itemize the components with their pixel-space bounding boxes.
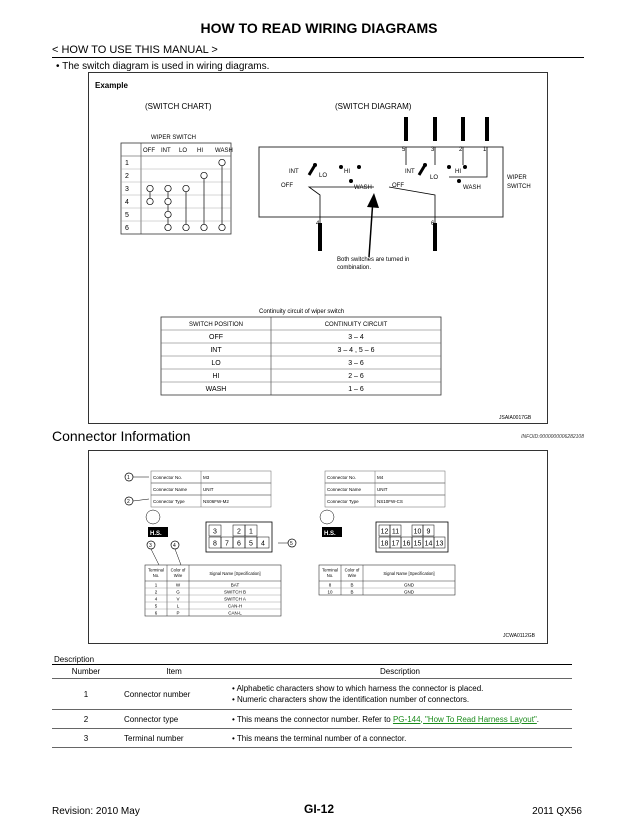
svg-text:Terminal: Terminal xyxy=(148,567,164,573)
continuity-position: OFF xyxy=(209,334,223,341)
terminal-cell: 1 xyxy=(154,582,158,588)
pin-number: 6 xyxy=(237,540,241,548)
chart-row-label: 2 xyxy=(125,173,129,180)
wiper-switch-caption: WIPER SWITCH xyxy=(151,135,196,141)
chart-row-label: 3 xyxy=(125,186,129,193)
switch-diagram-title: (SWITCH DIAGRAM) xyxy=(335,102,412,111)
switch-diagram xyxy=(259,117,531,271)
continuity-position: INT xyxy=(210,347,222,354)
chart-column-label: INT xyxy=(161,148,171,154)
svg-text:WASH: WASH xyxy=(463,185,481,191)
svg-text:2: 2 xyxy=(459,147,463,153)
svg-text:HI: HI xyxy=(455,169,461,175)
switch-chart xyxy=(121,143,233,234)
continuity-circuit: 3 – 4 , 5 – 6 xyxy=(337,347,375,354)
switch-chart-title: (SWITCH CHART) xyxy=(145,102,212,111)
switch-example-diagram xyxy=(89,73,547,423)
example-label: Example xyxy=(95,81,128,90)
footer-page-number: GI-12 xyxy=(303,802,334,816)
connector-label: Connector No. xyxy=(327,475,357,480)
chart-connection-dot xyxy=(219,159,225,165)
terminal-cell: 5 xyxy=(154,603,158,609)
pin-number: 3 xyxy=(213,528,217,536)
chart-connection-dot xyxy=(201,224,207,230)
terminal-cell: 8 xyxy=(328,582,332,588)
continuity-position: WASH xyxy=(205,386,227,393)
svg-text:SWITCH: SWITCH xyxy=(507,184,531,190)
chart-connection-dot xyxy=(201,172,207,178)
svg-text:Signal Name [Specification]: Signal Name [Specification] xyxy=(209,571,261,576)
connector-info-heading: Connector Information xyxy=(52,428,191,444)
svg-text:OFF: OFF xyxy=(392,183,404,189)
pin-number: 18 xyxy=(380,540,389,548)
chart-connection-dot xyxy=(147,198,153,204)
svg-text:HI: HI xyxy=(344,169,350,175)
pin-number: 4 xyxy=(261,540,265,548)
svg-text:6: 6 xyxy=(431,221,435,227)
chart-connection-dot xyxy=(183,185,189,191)
svg-text:Terminal: Terminal xyxy=(322,567,338,573)
chart-row-label: 6 xyxy=(125,225,129,232)
pin-number: 10 xyxy=(413,528,422,536)
chart-connection-dot xyxy=(165,224,171,230)
terminal-cell: 2 xyxy=(154,589,158,595)
chart-connection-dot xyxy=(219,224,225,230)
svg-text:3: 3 xyxy=(149,543,152,549)
terminal-cell: B xyxy=(350,582,354,588)
svg-text:1: 1 xyxy=(483,147,487,153)
table-row: 2 Connector type • This means the connector number. Refer to PG-144, "How To Read Harness Layout". xyxy=(52,710,572,729)
chart-column-label: WASH xyxy=(215,148,233,154)
svg-text:OFF: OFF xyxy=(281,183,293,189)
connector-figure-id: JCWA0112GB xyxy=(503,633,535,639)
example-figure-id: JSAIA0017GB xyxy=(499,415,532,421)
page-title: HOW TO READ WIRING DIAGRAMS xyxy=(200,20,438,36)
pin-number: 1 xyxy=(249,528,253,536)
chart-row-label: 5 xyxy=(125,212,129,219)
chart-column-label: OFF xyxy=(143,148,155,154)
continuity-circuit: 3 – 4 xyxy=(348,334,364,341)
connector-m4 xyxy=(319,471,455,595)
hand-icon xyxy=(146,510,160,524)
chart-row-label: 4 xyxy=(125,199,129,206)
example-figure xyxy=(88,72,548,424)
svg-text:No.: No. xyxy=(326,573,334,578)
continuity-circuit: 2 – 6 xyxy=(348,373,364,380)
svg-text:5: 5 xyxy=(402,147,406,153)
chart-column-label: HI xyxy=(197,148,203,154)
hand-icon xyxy=(320,510,334,524)
table-row: 1 Connector number • Alphabetic characters show to which harness the connector is placed. • Numeric characters show the identification number of connectors. xyxy=(52,679,572,710)
svg-text:H.S.: H.S. xyxy=(324,531,336,537)
pin-number: 17 xyxy=(391,540,400,548)
svg-text:WASH: WASH xyxy=(354,185,372,191)
breadcrumb[interactable]: < HOW TO USE THIS MANUAL > xyxy=(52,44,218,56)
connector-m3 xyxy=(145,471,281,616)
continuity-position: LO xyxy=(211,360,221,367)
connector-label: Connector Name xyxy=(153,487,188,492)
svg-text:Wire: Wire xyxy=(173,573,183,578)
svg-text:Wire: Wire xyxy=(347,573,357,578)
svg-text:No.: No. xyxy=(152,573,160,578)
continuity-position: HI xyxy=(212,373,220,380)
connector-diagram xyxy=(89,451,547,643)
connector-value: M3 xyxy=(203,475,210,480)
svg-text:5: 5 xyxy=(290,541,293,547)
connector-label: Connector Type xyxy=(153,499,185,504)
info-id: INFOID:0000000006282108 xyxy=(521,434,584,440)
chart-column-label: LO xyxy=(179,148,188,154)
terminal-cell: V xyxy=(176,596,180,602)
svg-text:4: 4 xyxy=(316,221,320,227)
svg-text:INT: INT xyxy=(405,169,415,175)
chart-connection-dot xyxy=(165,198,171,204)
pin-number: 14 xyxy=(424,540,433,548)
connector-label: Connector Type xyxy=(327,499,359,504)
svg-text:Color of: Color of xyxy=(170,567,186,573)
footer-revision: Revision: 2010 May xyxy=(52,806,140,817)
terminal-cell: 10 xyxy=(327,589,333,595)
connector-value: NS06FW-M2 xyxy=(203,499,229,504)
svg-text:LO: LO xyxy=(430,175,439,181)
terminal-cell: L xyxy=(176,603,180,609)
terminal-cell: G xyxy=(176,589,180,595)
continuity-circuit: 1 – 6 xyxy=(348,386,364,393)
connector-value: M4 xyxy=(377,475,384,480)
svg-text:3: 3 xyxy=(431,147,435,153)
connector-figure xyxy=(88,450,548,644)
terminal-cell: CAN-H xyxy=(227,603,243,609)
terminal-cell: GND xyxy=(404,582,414,588)
connector-value: UNIT xyxy=(377,487,388,492)
description-label: Description xyxy=(54,655,95,664)
pin-number: 2 xyxy=(237,528,241,536)
chart-connection-dot xyxy=(165,211,171,217)
terminal-cell: BAT xyxy=(230,582,240,588)
header-divider xyxy=(52,57,584,58)
pin-number: 12 xyxy=(380,528,389,536)
terminal-cell: W xyxy=(175,582,181,588)
chart-connection-dot xyxy=(147,185,153,191)
pin-number: 8 xyxy=(213,540,217,548)
pin-number: 16 xyxy=(402,540,411,548)
pin-number: 9 xyxy=(426,528,431,536)
connector-value: UNIT xyxy=(203,487,214,492)
svg-text:CONTINUITY CIRCUIT: CONTINUITY CIRCUIT xyxy=(324,322,388,328)
svg-text:2: 2 xyxy=(127,499,130,505)
chart-connection-dot xyxy=(165,185,171,191)
svg-text:WIPER: WIPER xyxy=(507,175,527,181)
terminal-cell: SWITCH A xyxy=(224,596,246,602)
intro-bullet: • The switch diagram is used in wiring diagrams. xyxy=(56,61,270,72)
diagram-note-1: Both switches are turned in xyxy=(337,257,410,263)
terminal-cell: SWITCH B xyxy=(224,589,246,595)
terminal-cell: CAN-L xyxy=(228,610,242,616)
terminal-cell: P xyxy=(176,610,180,616)
description-table: Number Item Description 1 Connector number • Alphabetic characters show to which harness the connector is placed. • Numeric characters show the identification number of connectors. 2 Connector type • This means the connector number. Refer to PG-144, "How To Read Harness Layout". 3 Terminal number • This means the terminal number of a connector. xyxy=(52,665,572,748)
pin-number: 11 xyxy=(391,528,400,536)
terminal-cell: 4 xyxy=(154,596,158,602)
svg-text:SWITCH POSITION: SWITCH POSITION xyxy=(189,322,243,328)
svg-text:H.S.: H.S. xyxy=(150,531,162,537)
diagram-note-2: combination. xyxy=(337,265,372,271)
pin-number: 5 xyxy=(249,540,253,548)
svg-text:INT: INT xyxy=(289,169,299,175)
svg-text:1: 1 xyxy=(127,475,130,481)
harness-layout-link[interactable]: PG-144, "How To Read Harness Layout" xyxy=(392,714,537,724)
svg-text:4: 4 xyxy=(173,543,176,549)
pin-number: 15 xyxy=(413,540,422,548)
terminal-cell: B xyxy=(350,589,354,595)
pin-number: 7 xyxy=(225,540,229,548)
svg-text:LO: LO xyxy=(319,173,328,179)
footer-model: 2011 QX56 xyxy=(532,806,582,817)
table-row: 3 Terminal number • This means the terminal number of a connector. xyxy=(52,729,572,748)
svg-text:Signal Name [Specification]: Signal Name [Specification] xyxy=(383,571,435,576)
connector-value: NS10FW-CS xyxy=(377,499,403,504)
pin-number: 13 xyxy=(435,540,444,548)
continuity-title: Continuity circuit of wiper switch xyxy=(259,309,345,315)
terminal-cell: 6 xyxy=(154,610,158,616)
connector-label: Connector Name xyxy=(327,487,362,492)
terminal-cell: GND xyxy=(404,589,414,595)
continuity-table xyxy=(161,317,441,395)
connector-label: Connector No. xyxy=(153,475,183,480)
svg-text:Color of: Color of xyxy=(344,567,360,573)
chart-connection-dot xyxy=(183,224,189,230)
continuity-circuit: 3 – 6 xyxy=(348,360,364,367)
chart-row-label: 1 xyxy=(125,160,129,167)
